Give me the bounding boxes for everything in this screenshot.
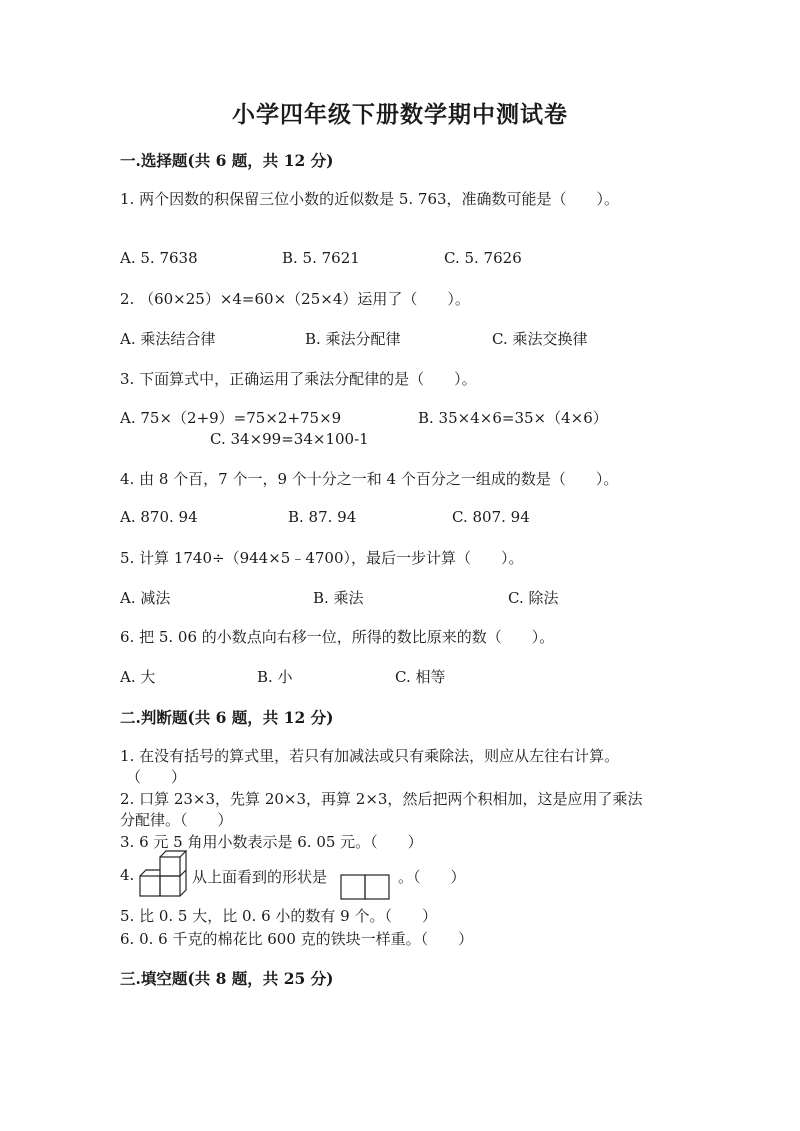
section-heading-judgement: 二.判断题(共 6 题，共 12 分) [120, 708, 334, 727]
question-2: 2. （60×25）×4=60×（25×4）运用了（ ）。 [120, 290, 470, 308]
option-c: C. 乘法交换律 [492, 330, 588, 348]
option-a: A. 大 [120, 668, 156, 686]
question-1: 1. 两个因数的积保留三位小数的近似数是 5. 763，准确数可能是（ ）。 [120, 190, 620, 208]
judgement-6: 6. 0. 6 千克的棉花比 600 克的铁块一样重。（ ） [120, 930, 474, 948]
judgement-1-line2: （ ） [126, 768, 187, 786]
judgement-4-number: 4. [120, 866, 135, 884]
question-4: 4. 由 8 个百，7 个一，9 个十分之一和 4 个百分之一组成的数是（ ）。 [120, 470, 619, 488]
section-heading-choice: 一.选择题(共 6 题，共 12 分) [120, 151, 334, 170]
judgement-5: 5. 比 0. 5 大，比 0. 6 小的数有 9 个。（ ） [120, 907, 437, 925]
option-b: B. 5. 7621 [282, 249, 360, 267]
judgement-4-end: 。（ ） [398, 868, 466, 886]
judgement-3: 3. 6 元 5 角用小数表示是 6. 05 元。（ ） [120, 833, 423, 851]
option-a: A. 减法 [120, 589, 171, 607]
judgement-1-line1: 1. 在没有括号的算式里，若只有加减法或只有乘除法，则应从左往右计算。 [120, 747, 620, 765]
option-c: C. 除法 [508, 589, 559, 607]
option-b: B. 35×4×6=35×（4×6） [418, 409, 608, 427]
option-c: C. 807. 94 [452, 508, 530, 526]
question-3: 3. 下面算式中，正确运用了乘法分配律的是（ ）。 [120, 370, 477, 388]
option-a: A. 5. 7638 [120, 249, 198, 267]
question-5: 5. 计算 1740÷（944×5﹣4700），最后一步计算（ ）。 [120, 549, 524, 567]
option-b: B. 87. 94 [288, 508, 357, 526]
top-view-figure [340, 874, 392, 901]
option-a: A. 75×（2+9）=75×2+75×9 [120, 409, 342, 427]
option-b: B. 小 [257, 668, 293, 686]
option-a: A. 870. 94 [120, 508, 198, 526]
option-c: C. 相等 [395, 668, 446, 686]
option-a: A. 乘法结合律 [120, 330, 216, 348]
cube-stack-figure [136, 850, 192, 900]
option-c: C. 5. 7626 [444, 249, 522, 267]
section-heading-fill: 三.填空题(共 8 题，共 25 分) [120, 969, 334, 988]
judgement-2-line1: 2. 口算 23×3，先算 20×3，再算 2×3，然后把两个积相加，这是应用了乘法 [120, 790, 643, 808]
option-b: B. 乘法 [313, 589, 364, 607]
page-title: 小学四年级下册数学期中测试卷 [232, 101, 568, 128]
question-6: 6. 把 5. 06 的小数点向右移一位，所得的数比原来的数（ ）。 [120, 628, 555, 646]
option-b: B. 乘法分配律 [305, 330, 401, 348]
judgement-4-text: 从上面看到的形状是 [192, 868, 328, 886]
judgement-2-line2: 分配律。（ ） [120, 811, 233, 829]
option-c: C. 34×99=34×100-1 [210, 430, 369, 448]
